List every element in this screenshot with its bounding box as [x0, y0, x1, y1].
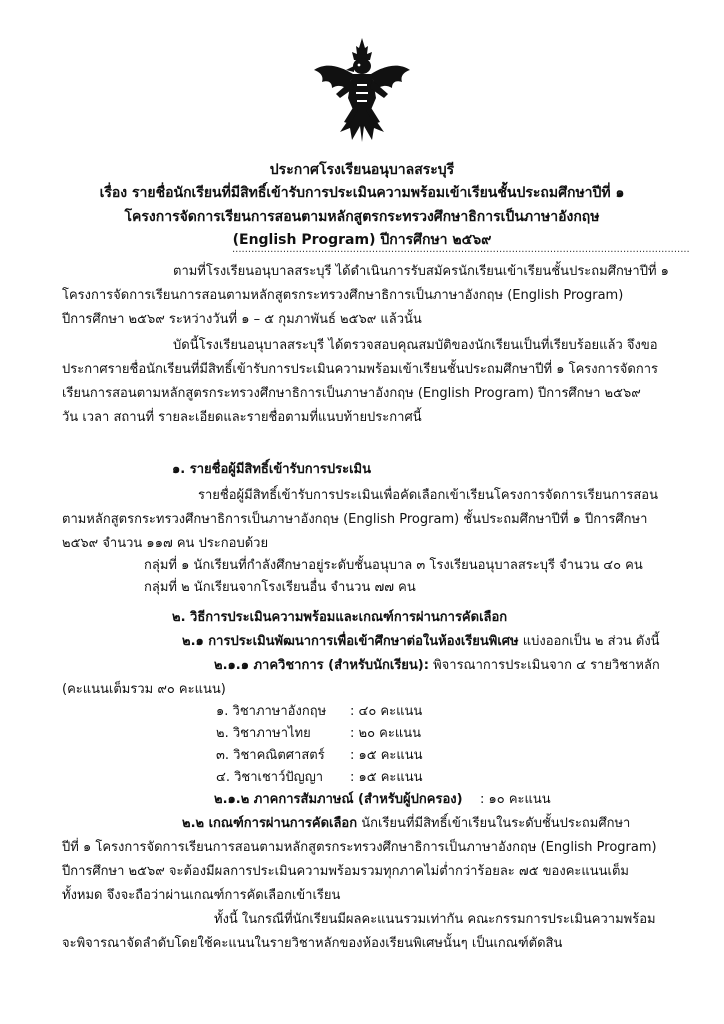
separator-dots: ................................................................................................................................................	[232, 244, 690, 255]
garuda-emblem-icon	[310, 36, 414, 144]
subject-name: ๓. วิชาคณิตศาสตร์	[216, 748, 325, 763]
subject-score: : ๔๐ คะแนน	[350, 704, 423, 719]
section2-1-1-title: ๒.๑.๑ ภาควิชาการ (สำหรับนักเรียน):	[214, 658, 429, 673]
section2-1-1-total: (คะแนนเต็มรวม ๙๐ คะแนน)	[62, 682, 226, 697]
section2-2-line	[182, 814, 630, 834]
section1-line3: ๒๕๖๙ จำนวน ๑๑๗ คน ประกอบด้วย	[62, 536, 269, 551]
section2-heading: ๒. วิธีการประเมินความพร้อมและเกณฑ์การผ่านการคัดเลือก	[172, 610, 508, 625]
subject-name: ๒. วิชาภาษาไทย	[216, 726, 311, 741]
section2-2-title: ๒.๒ เกณฑ์การผ่านการคัดเลือก	[182, 816, 358, 831]
section2-1-rest: แบ่งออกเป็น ๒ ส่วน ดังนี้	[518, 634, 660, 649]
group2-line: กลุ่มที่ ๒ นักเรียนจากโรงเรียนอื่น จำนวน ๗๗ คน	[144, 580, 416, 595]
intro-p1-line2: โครงการจัดการเรียนการสอนตามหลักสูตรกระทรวงศึกษาธิการเป็นภาษาอังกฤษ (English Program)	[62, 288, 624, 303]
section2-1-2-title: ๒.๑.๒ ภาคการสัมภาษณ์ (สำหรับผู้ปกครอง)	[214, 792, 463, 807]
subject-name: ๔. วิชาเชาว์ปัญญา	[216, 770, 324, 785]
section2-2-line3: ปีการศึกษา ๒๕๖๙ จะต้องมีผลการประเมินความพร้อมรวมทุกภาคไม่ต่ำกว่าร้อยละ ๗๕ ของคะแนนเต็ม	[62, 864, 629, 879]
intro-p2-line3: เรียนการสอนตามหลักสูตรกระทรวงศึกษาธิการเป็นภาษาอังกฤษ (English Program) ปีการศึกษา ๒๕๖๙	[62, 386, 641, 401]
intro-p1-line3: ปีการศึกษา ๒๕๖๙ ระหว่างวันที่ ๑ – ๕ กุมภาพันธ์ ๒๕๖๙ แล้วนั้น	[62, 312, 422, 327]
subject-score: : ๑๕ คะแนน	[350, 770, 423, 785]
subject-name: ๑. วิชาภาษาอังกฤษ	[216, 704, 327, 719]
tiebreak-line2: จะพิจารณาจัดลำดับโดยใช้คะแนนในรายวิชาหลักของห้องเรียนพิเศษนั้นๆ เป็นเกณฑ์ตัดสิน	[62, 936, 563, 951]
section2-1-1-rest: พิจารณาการประเมินจาก ๔ รายวิชาหลัก	[428, 658, 660, 673]
section2-2-rest: นักเรียนที่มีสิทธิ์เข้าเรียนในระดับชั้นประถมศึกษา	[357, 816, 631, 831]
section2-1-1-line	[214, 656, 660, 676]
subject-score: : ๑๕ คะแนน	[350, 748, 423, 763]
group1-line: กลุ่มที่ ๑ นักเรียนที่กำลังศึกษาอยู่ระดับชั้นอนุบาล ๓ โรงเรียนอนุบาลสระบุรี จำนวน ๔๐ คน	[144, 558, 643, 573]
tiebreak-line1: ทั้งนี้ ในกรณีที่นักเรียนมีผลคะแนนรวมเท่ากัน คณะกรรมการประเมินความพร้อม	[214, 912, 656, 927]
section1-heading: ๑. รายชื่อผู้มีสิทธิ์เข้ารับการประเมิน	[172, 462, 372, 477]
year-line: (English Program) ปีการศึกษา ๒๕๖๙	[232, 232, 492, 248]
project-line: โครงการจัดการเรียนการสอนตามหลักสูตรกระทรวงศึกษาธิการเป็นภาษาอังกฤษ	[124, 209, 600, 225]
intro-p2-line1: บัดนี้โรงเรียนอนุบาลสระบุรี ได้ตรวจสอบคุณสมบัติของนักเรียนเป็นที่เรียบร้อยแล้ว จึงขอ	[173, 338, 658, 353]
intro-p2-line4: วัน เวลา สถานที่ รายละเอียดและรายชื่อตามที่แนบท้ายประกาศนี้	[62, 410, 422, 425]
section2-1-title: ๒.๑ การประเมินพัฒนาการเพื่อเข้าศึกษาต่อในห้องเรียนพิเศษ	[182, 634, 519, 649]
document-title: ประกาศโรงเรียนอนุบาลสระบุรี	[269, 162, 455, 178]
intro-p1-line1: ตามที่โรงเรียนอนุบาลสระบุรี ได้ดำเนินการรับสมัครนักเรียนเข้าเรียนชั้นประถมศึกษาปีที่ ๑	[173, 264, 669, 279]
section2-1-2-score: : ๑๐ คะแนน	[480, 792, 551, 807]
subject-score: : ๒๐ คะแนน	[350, 726, 421, 741]
section2-1-line	[182, 632, 660, 652]
section1-line1: รายชื่อผู้มีสิทธิ์เข้ารับการประเมินเพื่อคัดเลือกเข้าเรียนโครงการจัดการเรียนการสอน	[198, 488, 658, 503]
intro-p2-line2: ประกาศรายชื่อนักเรียนที่มีสิทธิ์เข้ารับการประเมินความพร้อมเข้าเรียนชั้นประถมศึกษาปีที่ ๑ โครงการจัดการ	[62, 362, 658, 377]
section2-2-line4: ทั้งหมด จึงจะถือว่าผ่านเกณฑ์การคัดเลือกเข้าเรียน	[62, 888, 341, 903]
subject-line: เรื่อง รายชื่อนักเรียนที่มีสิทธิ์เข้ารับการประเมินความพร้อมเข้าเรียนชั้นประถมศึกษาปีที่ ๑	[99, 185, 625, 201]
section2-2-line2: ปีที่ ๑ โครงการจัดการเรียนการสอนตามหลักสูตรกระทรวงศึกษาธิการเป็นภาษาอังกฤษ (English Program)	[62, 840, 657, 855]
section1-line2: ตามหลักสูตรกระทรวงศึกษาธิการเป็นภาษาอังกฤษ (English Program) ชั้นประถมศึกษาปีที่ ๑ ปีการศึกษา	[62, 512, 648, 527]
